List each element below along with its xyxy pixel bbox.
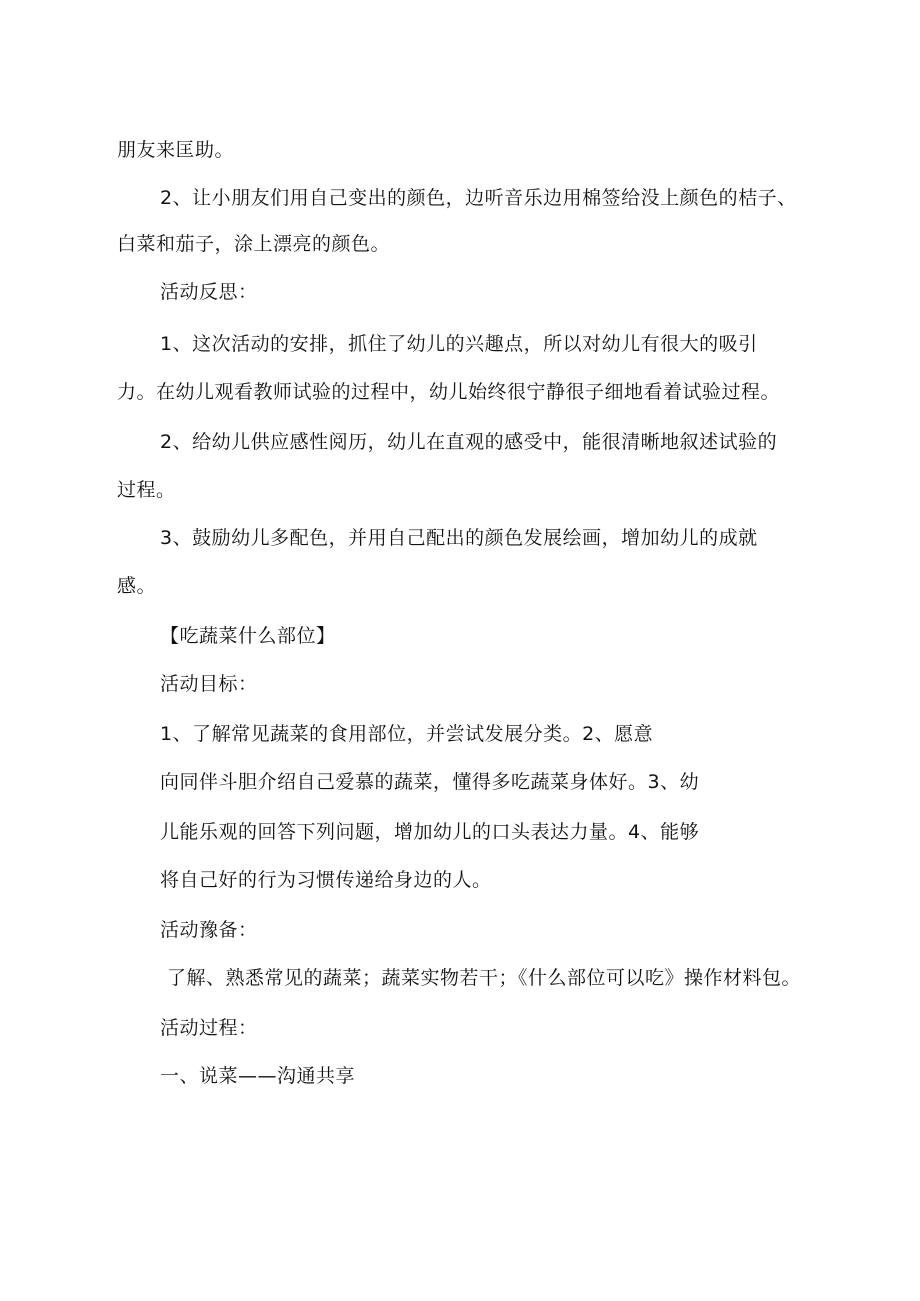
text-line: 将自己好的行为习惯传递给身边的人。 — [160, 869, 492, 891]
section-heading: 活动过程： — [160, 1017, 258, 1039]
text-line: 向同伴斗胆介绍自己爱慕的蔬菜，懂得多吃蔬菜身体好。3、幼 — [160, 771, 700, 793]
text-line: 力。在幼儿观看教师试验的过程中，幼儿始终很宁静很子细地看着试验过程。 — [117, 381, 781, 403]
text-line: 1、了解常见蔬菜的食用部位，并尝试发展分类。2、愿意 — [160, 723, 654, 745]
lesson-title: 【吃蔬菜什么部位】 — [160, 625, 336, 647]
text-line: 2、给幼儿供应感性阅历，幼儿在直观的感受中，能很清晰地叙述试验的 — [160, 431, 778, 453]
text-line: 过程。 — [117, 479, 176, 501]
section-heading: 活动反思： — [160, 281, 258, 303]
text-line: 感。 — [117, 575, 157, 597]
text-line: 白菜和茄子，涂上漂亮的颜色。 — [117, 233, 391, 255]
text-line: 了解、熟悉常见的蔬菜；蔬菜实物若干；《什么部位可以吃》操作材料包。 — [167, 967, 802, 989]
text-line: 2、让小朋友们用自己变出的颜色，边听音乐边用棉签给没上颜色的桔子、 — [160, 187, 797, 209]
text-line: 儿能乐观的回答下列问题，增加幼儿的口头表达力量。4、能够 — [160, 821, 700, 843]
section-heading: 活动豫备： — [160, 919, 258, 941]
section-heading: 一、说菜——沟通共享 — [160, 1065, 356, 1087]
section-heading: 活动目标： — [160, 673, 258, 695]
text-line: 3、鼓励幼儿多配色，并用自己配出的颜色发展绘画，增加幼儿的成就 — [160, 527, 758, 549]
text-line: 朋友来匡助。 — [117, 139, 235, 161]
text-line: 1、这次活动的安排，抓住了幼儿的兴趣点，所以对幼儿有很大的吸引 — [160, 333, 758, 355]
